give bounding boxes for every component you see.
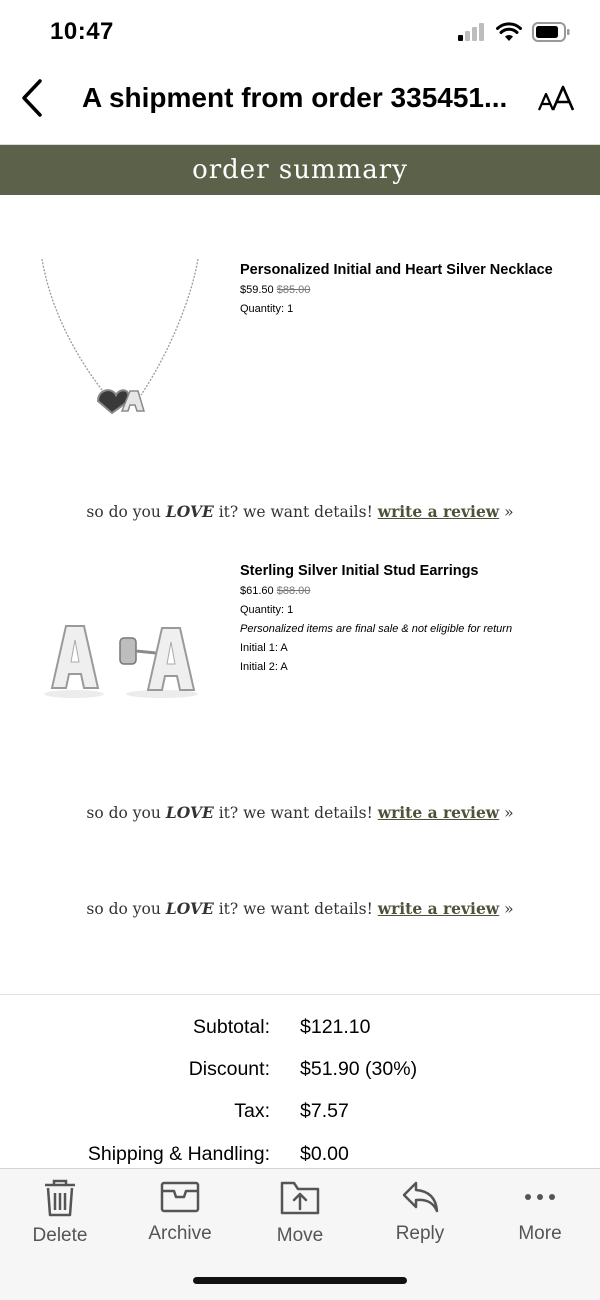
home-indicator (193, 1277, 407, 1284)
product-quantity: Quantity: 1 (240, 604, 294, 616)
archive-label: Archive (148, 1223, 212, 1244)
discount-row (0, 1058, 600, 1098)
review-suffix: » (504, 503, 514, 521)
review-prefix: so do you (86, 900, 161, 918)
tax-row (0, 1100, 600, 1140)
status-time: 10:47 (50, 18, 114, 45)
review-prompt (0, 899, 600, 918)
necklace-image[interactable] (36, 255, 206, 425)
review-love: LOVE (165, 899, 214, 918)
back-button[interactable] (18, 78, 50, 118)
delete-label: Delete (32, 1225, 88, 1246)
reply-label: Reply (395, 1223, 445, 1244)
total-value: $7.57 (300, 1100, 349, 1122)
subtotal-row (0, 1016, 600, 1056)
divider (0, 994, 600, 995)
total-value: $121.10 (300, 1016, 371, 1038)
sale-price: $61.60 (240, 585, 274, 597)
chevron-left-icon (18, 78, 50, 118)
review-love: LOVE (165, 803, 214, 822)
final-sale-note: Personalized items are final sale & not eligible for return (240, 623, 513, 635)
nav-bar (0, 62, 600, 145)
total-label: Discount: (188, 1058, 270, 1080)
initial-2: Initial 2: A (240, 661, 288, 673)
review-suffix: » (504, 804, 514, 822)
more-button[interactable] (480, 1179, 600, 1259)
archive-icon (160, 1179, 200, 1215)
folder-move-icon (280, 1179, 320, 1217)
write-review-link[interactable]: write a review (377, 899, 500, 918)
reply-icon (400, 1179, 440, 1215)
total-value: $51.90 (30%) (300, 1058, 418, 1080)
review-prefix: so do you (86, 804, 161, 822)
review-middle: it? we want details! (218, 804, 373, 822)
earrings-info (240, 560, 580, 677)
cellular-signal-icon (458, 23, 486, 41)
order-summary-banner: order summary (0, 145, 600, 195)
write-review-link[interactable]: write a review (377, 803, 500, 822)
product-quantity: Quantity: 1 (240, 303, 294, 315)
original-price: $88.00 (276, 585, 311, 597)
review-prefix: so do you (86, 503, 161, 521)
necklace-info (240, 259, 580, 319)
total-label: Subtotal: (193, 1016, 270, 1038)
review-middle: it? we want details! (218, 900, 373, 918)
product-name[interactable]: Sterling Silver Initial Stud Earrings (240, 563, 479, 579)
status-icons (458, 22, 570, 42)
total-value: $0.00 (300, 1143, 349, 1165)
product-price (240, 582, 580, 601)
review-prompt (0, 803, 600, 822)
text-size-icon (538, 84, 574, 114)
total-label: Shipping & Handling: (87, 1143, 270, 1165)
trash-icon (43, 1179, 77, 1217)
earrings-image[interactable] (44, 610, 204, 710)
more-label: More (518, 1223, 562, 1244)
sale-price: $59.50 (240, 284, 274, 296)
review-suffix: » (504, 900, 514, 918)
product-price (240, 281, 580, 300)
product-name[interactable]: Personalized Initial and Heart Silver Necklace (240, 262, 553, 278)
archive-button[interactable] (120, 1179, 240, 1259)
move-button[interactable] (240, 1179, 360, 1259)
review-love: LOVE (165, 502, 214, 521)
earrings-icon (44, 610, 204, 710)
status-bar (0, 0, 600, 62)
review-prompt (0, 502, 600, 521)
original-price: $85.00 (276, 284, 311, 296)
move-label: Move (276, 1225, 324, 1246)
text-size-button[interactable] (538, 84, 574, 120)
initial-1: Initial 1: A (240, 642, 288, 654)
reply-button[interactable] (360, 1179, 480, 1259)
wifi-icon (496, 22, 522, 42)
email-subject-title: A shipment from order 335451... (82, 82, 508, 113)
total-label: Tax: (234, 1100, 270, 1122)
delete-button[interactable] (0, 1179, 120, 1259)
battery-icon (532, 22, 570, 42)
write-review-link[interactable]: write a review (377, 502, 500, 521)
review-middle: it? we want details! (218, 503, 373, 521)
necklace-icon (36, 255, 206, 425)
more-dots-icon (520, 1179, 560, 1215)
